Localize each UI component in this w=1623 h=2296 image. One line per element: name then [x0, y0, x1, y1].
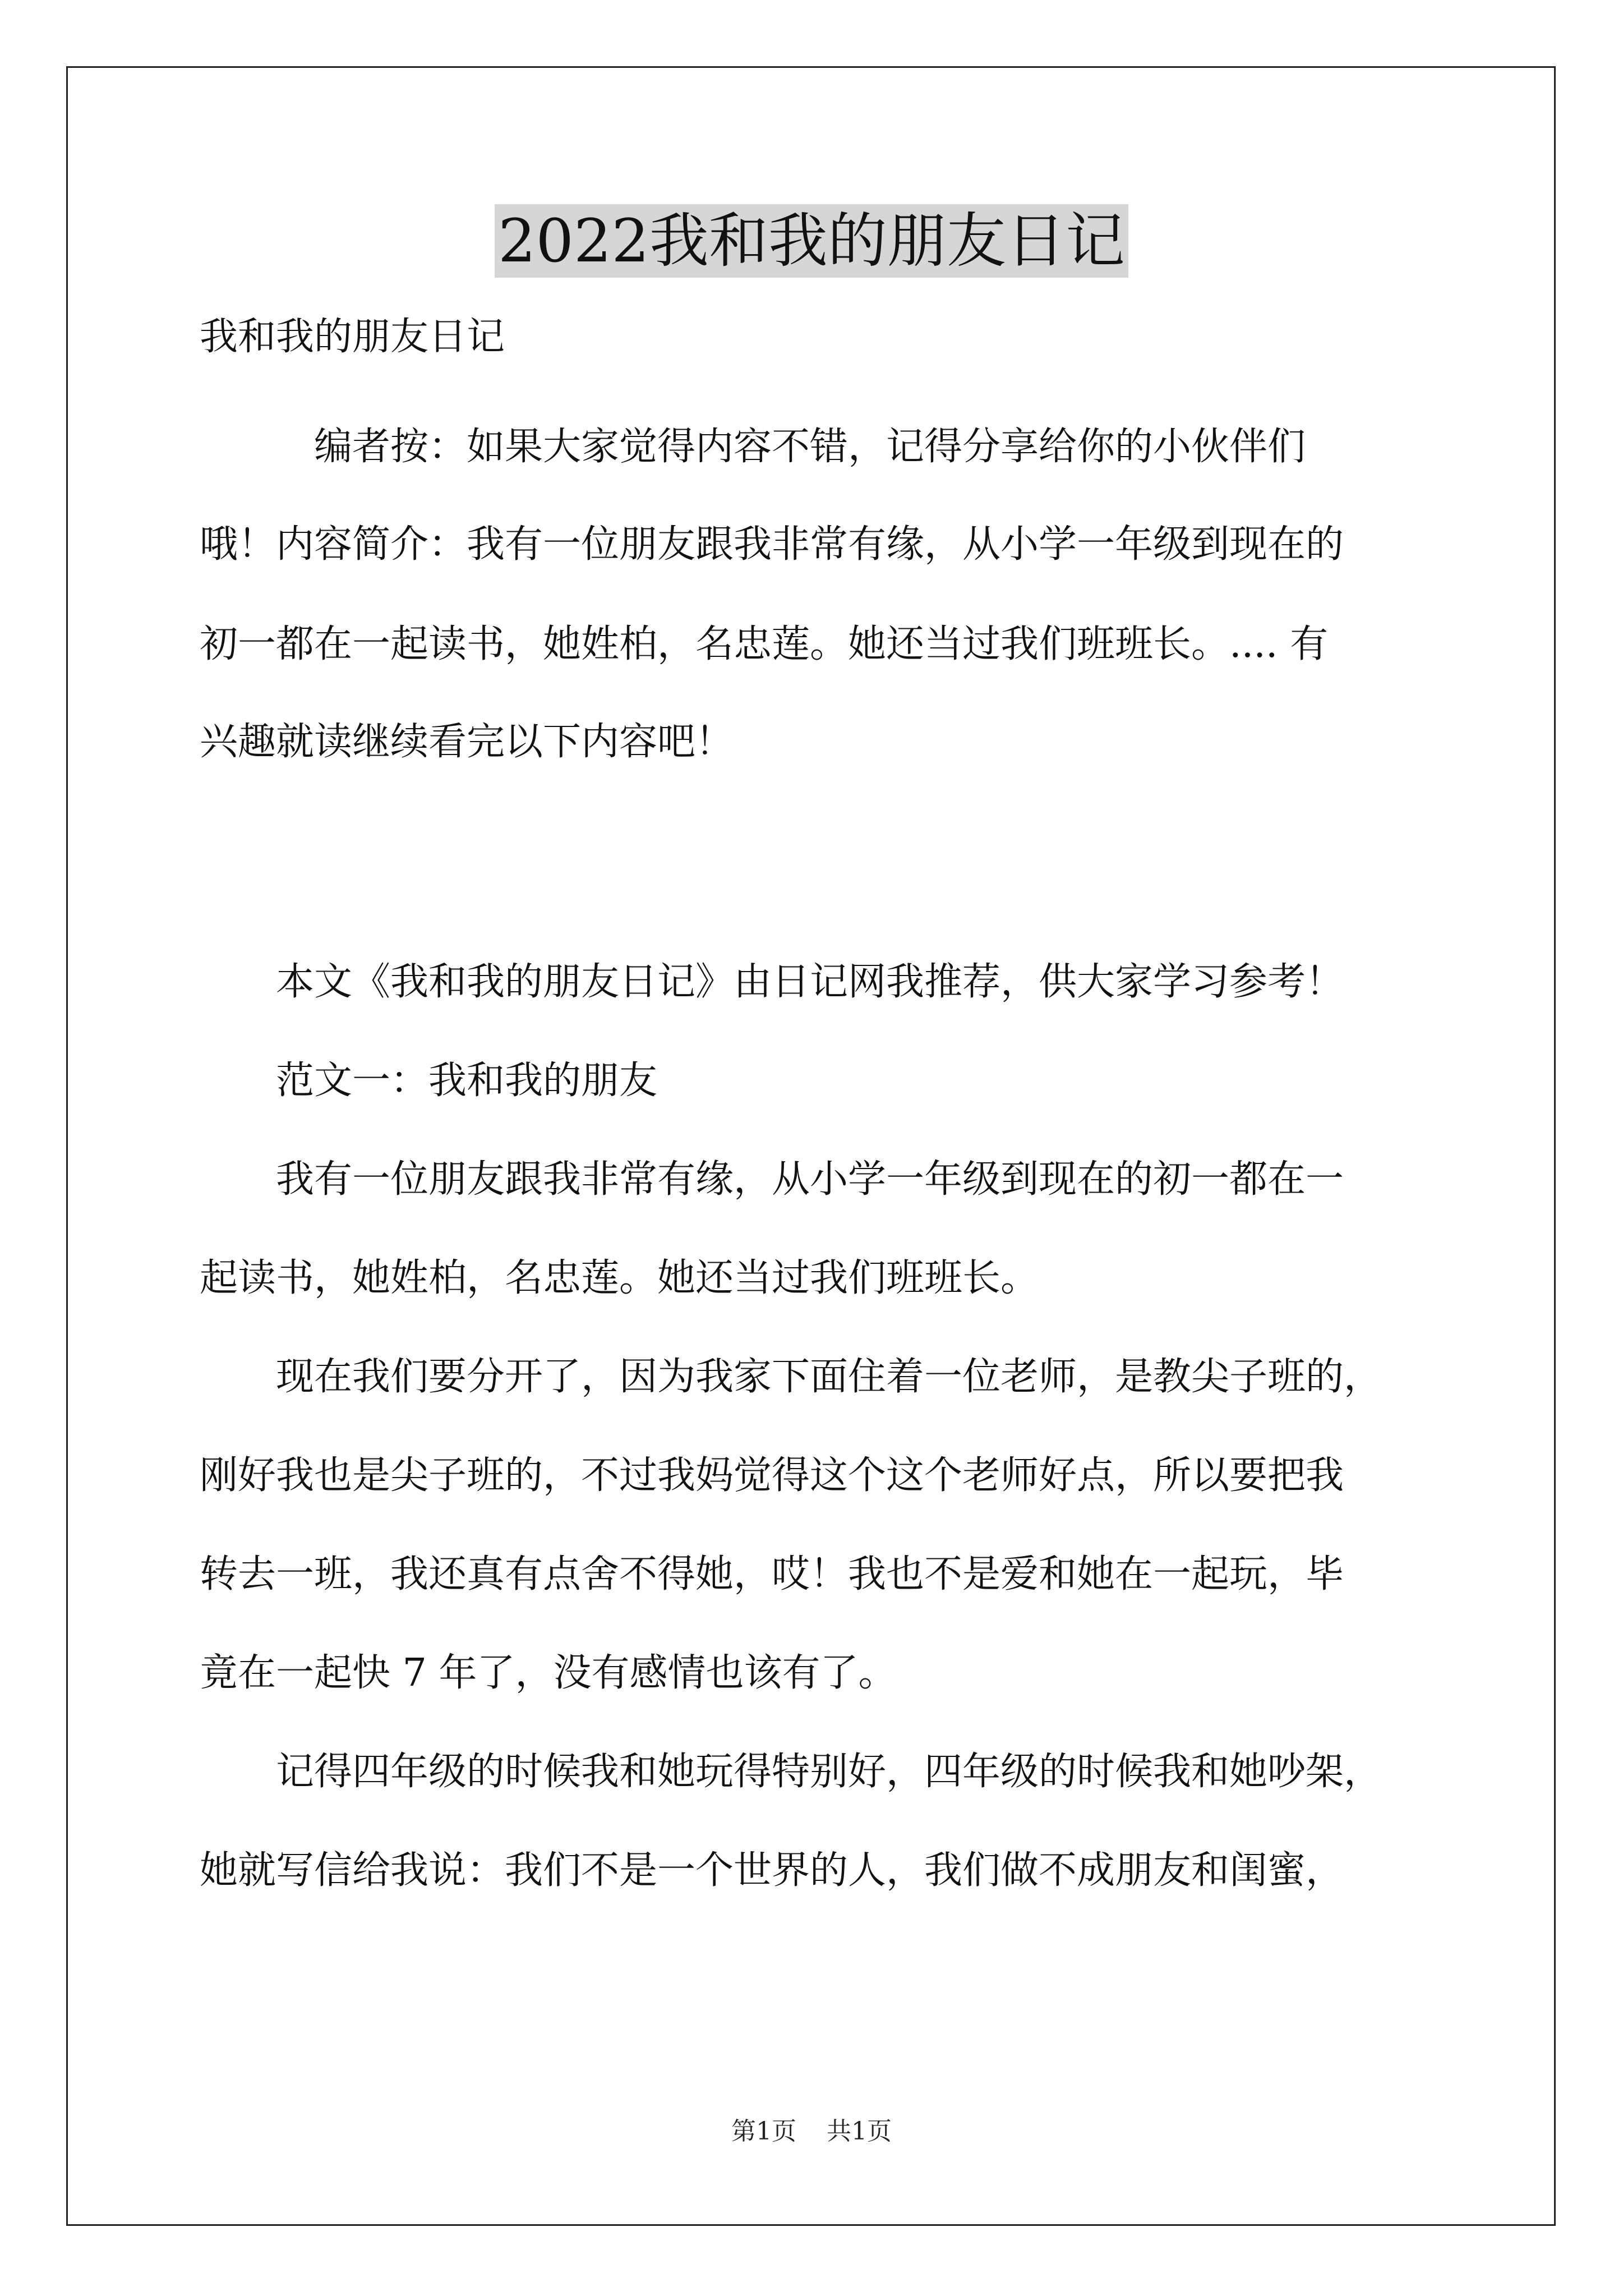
document-title: 2022我和我的朋友日记	[495, 204, 1128, 278]
body-line: 本文《我和我的朋友日记》由日记网我推荐，供大家学习参考！	[200, 960, 1344, 1004]
body-line: 现在我们要分开了，因为我家下面住着一位老师，是教尖子班的，	[200, 1355, 1382, 1399]
body-line: 范文一：我和我的朋友	[200, 1059, 658, 1103]
page-border	[66, 66, 1556, 2226]
body-line: 她就写信给我说：我们不是一个世界的人，我们做不成朋友和闺蜜，	[200, 1848, 1344, 1893]
body-line: 刚好我也是尖子班的，不过我妈觉得这个这个老师好点，所以要把我	[200, 1453, 1344, 1498]
page-number: 第1页	[731, 2117, 796, 2146]
body-line: 哦！内容简介：我有一位朋友跟我非常有缘，从小学一年级到现在的	[200, 522, 1344, 567]
page-footer	[0, 2115, 1623, 2148]
page-total: 共1页	[827, 2117, 892, 2146]
body-line: 我和我的朋友日记	[200, 315, 505, 359]
body-line: 记得四年级的时候我和她玩得特别好，四年级的时候我和她吵架，	[200, 1750, 1382, 1794]
body-line: 编者按：如果大家觉得内容不错，记得分享给你的小伙伴们	[200, 425, 1306, 469]
document-title-block	[0, 202, 1623, 280]
body-line: 竟在一起快 7 年了，没有感情也该有了。	[200, 1651, 897, 1695]
body-line: 转去一班，我还真有点舍不得她，哎！我也不是爱和她在一起玩，毕	[200, 1552, 1344, 1596]
body-line: 我有一位朋友跟我非常有缘，从小学一年级到现在的初一都在一	[200, 1157, 1344, 1202]
body-line: 兴趣就读继续看完以下内容吧！	[200, 720, 734, 764]
body-line: 起读书，她姓柏，名忠莲。她还当过我们班班长。	[200, 1256, 1039, 1300]
body-line: 初一都在一起读书，她姓柏，名忠莲。她还当过我们班班长。.... 有	[200, 622, 1329, 666]
